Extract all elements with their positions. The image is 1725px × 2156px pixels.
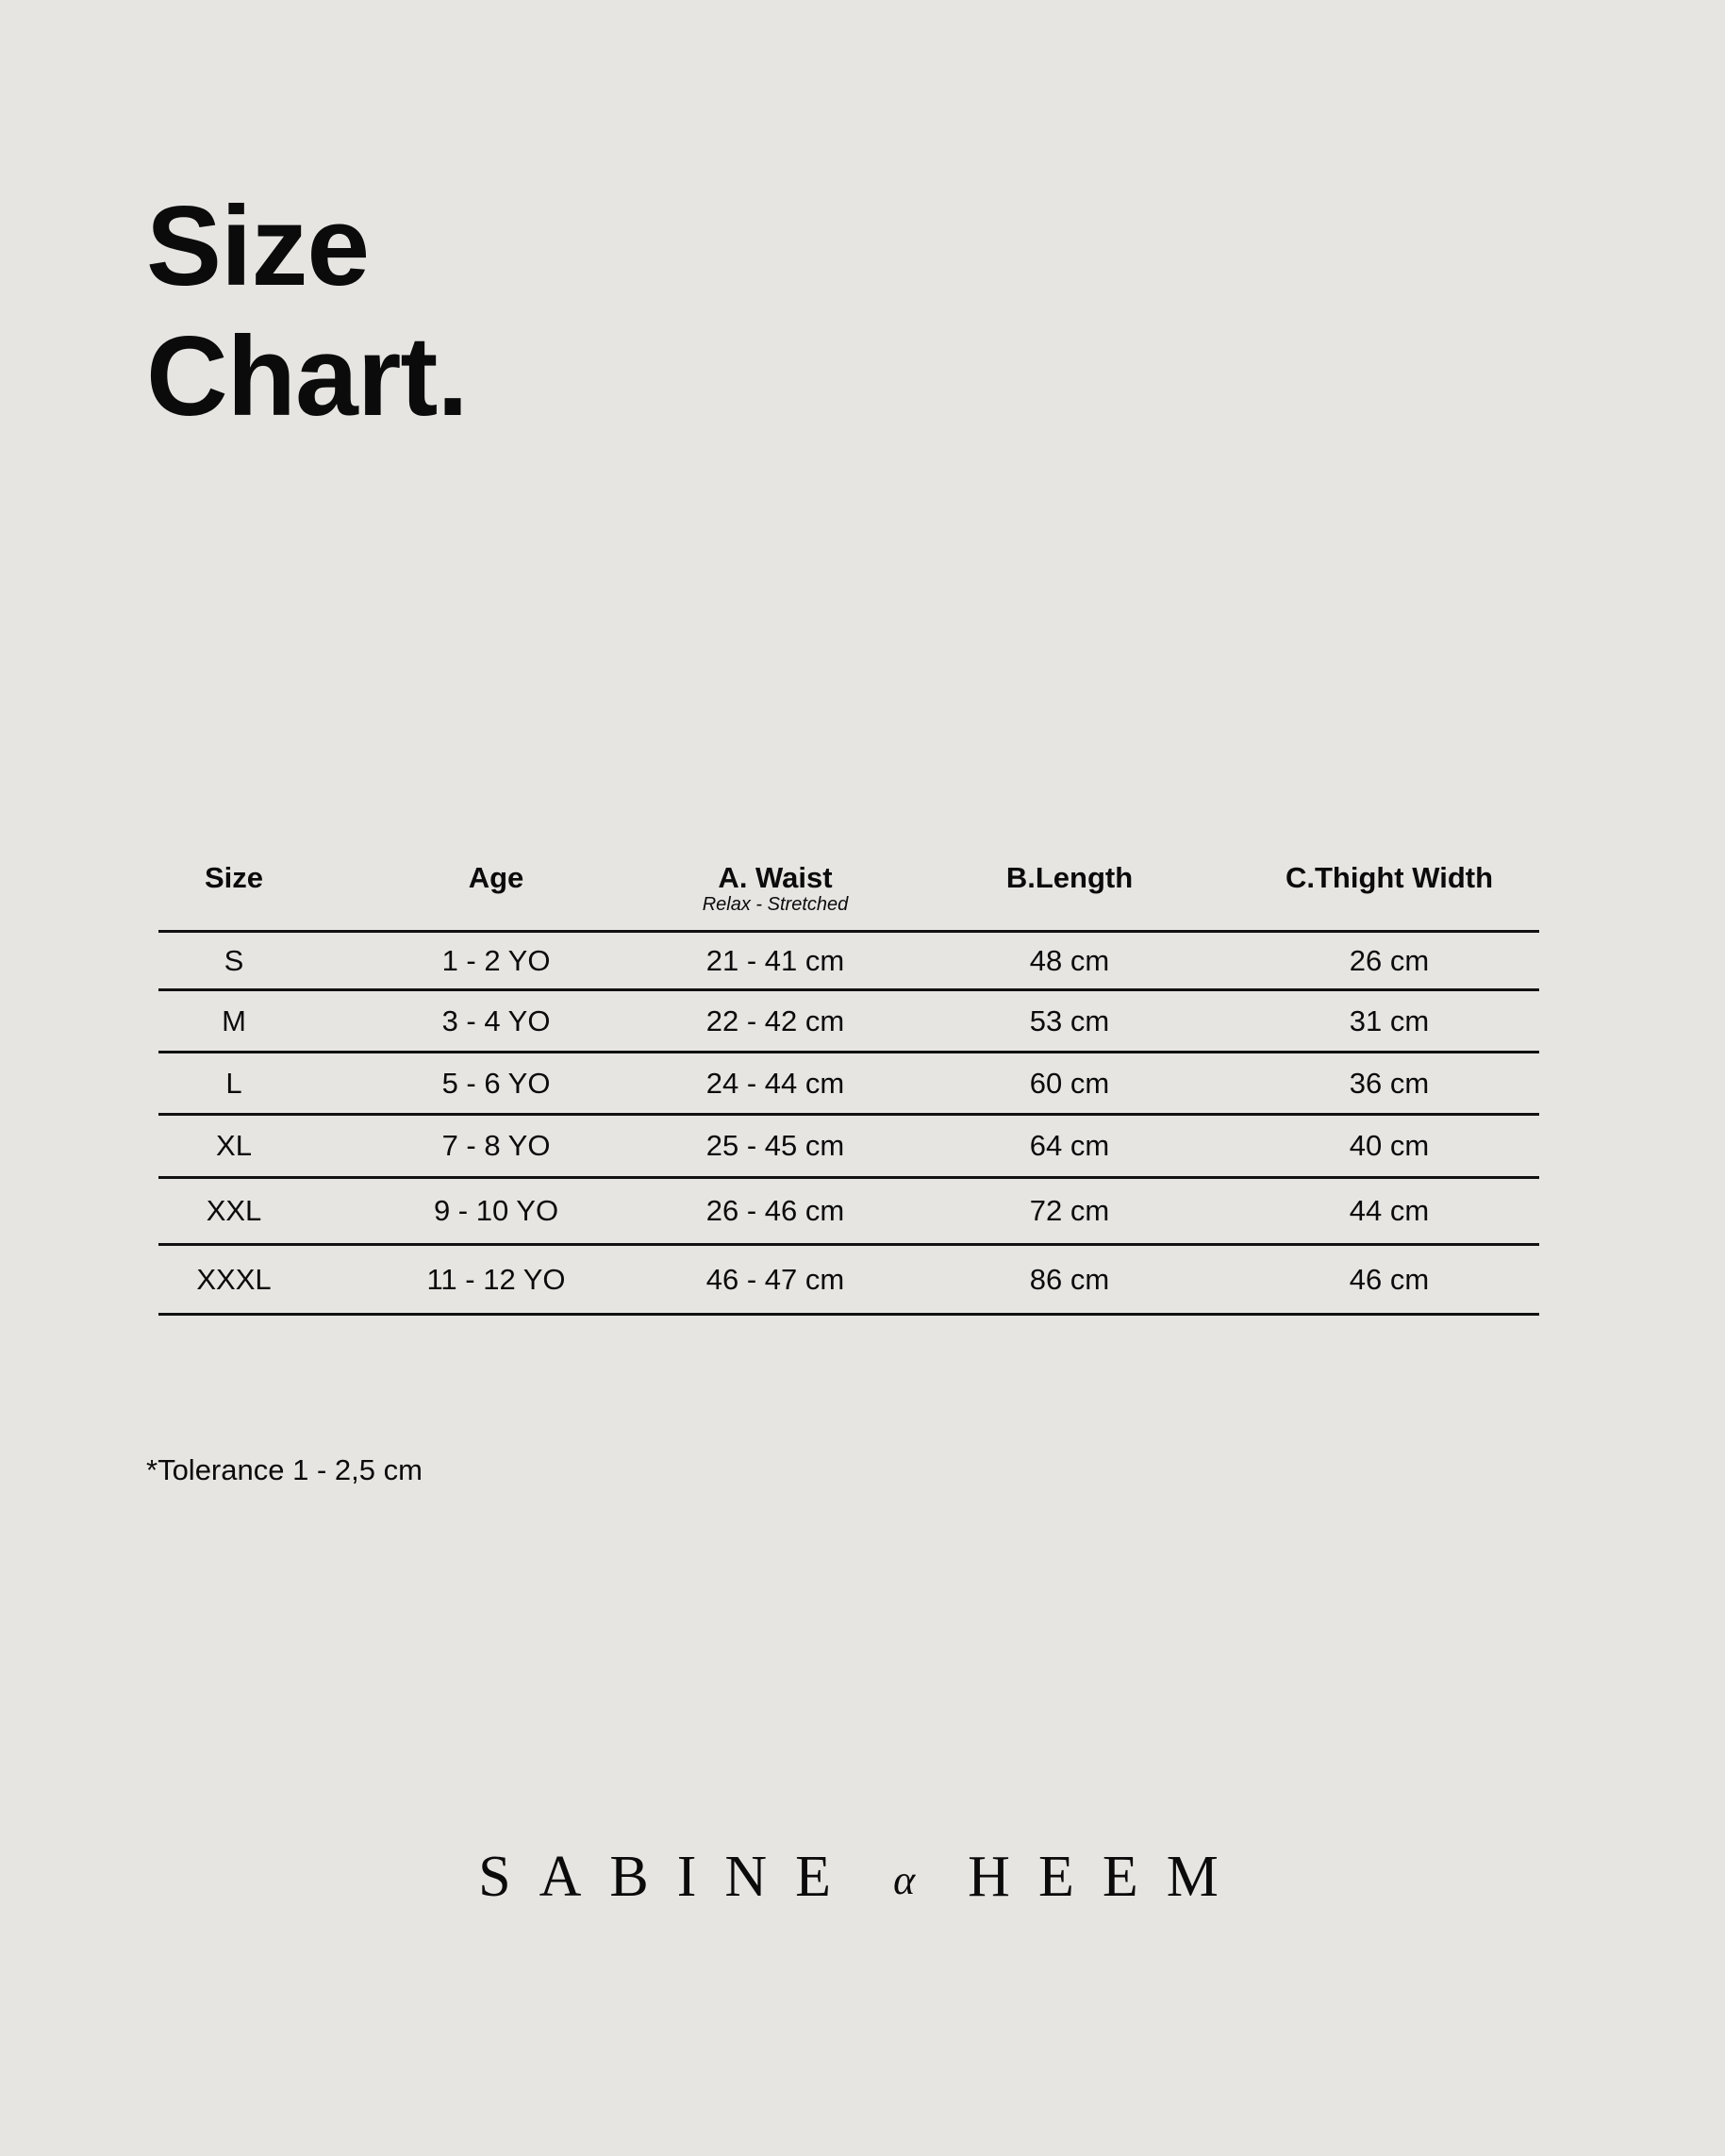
header-waist-label: A. Waist — [718, 861, 833, 894]
cell-age: 1 - 2 YO — [441, 943, 551, 977]
cell-size: XXXL — [196, 1262, 272, 1296]
cell-age: 5 - 6 YO — [441, 1066, 551, 1100]
header-length: B.Length — [1005, 861, 1134, 894]
cell-size: XXL — [206, 1194, 262, 1227]
header-thigh-width: C.Thight Width — [1285, 861, 1494, 894]
table-row — [158, 1179, 1539, 1246]
cell-thigh-width: 26 cm — [1349, 943, 1430, 977]
brand-mark-icon: α — [893, 1857, 916, 1903]
cell-age: 9 - 10 YO — [433, 1194, 559, 1227]
cell-length: 64 cm — [1029, 1129, 1110, 1162]
header-waist-subtitle: Relax - Stretched — [702, 894, 849, 915]
cell-size: L — [225, 1066, 242, 1100]
table-row — [158, 1246, 1539, 1316]
tolerance-note: *Tolerance 1 - 2,5 cm — [146, 1453, 423, 1486]
brand-name-left: SABINE — [478, 1845, 860, 1909]
table-row — [158, 1116, 1539, 1179]
cell-thigh-width: 31 cm — [1349, 1003, 1430, 1037]
cell-waist: 24 - 44 cm — [705, 1066, 845, 1100]
title-line-2: Chart. — [146, 313, 468, 439]
brand-name-right: HEEM — [968, 1845, 1247, 1909]
cell-size: S — [224, 943, 244, 977]
page-title — [146, 181, 468, 441]
brand-logo — [0, 1844, 1725, 1914]
cell-size: M — [222, 1003, 246, 1037]
cell-waist: 46 - 47 cm — [705, 1262, 845, 1296]
cell-thigh-width: 46 cm — [1349, 1262, 1430, 1296]
cell-waist: 26 - 46 cm — [705, 1194, 845, 1227]
cell-size: XL — [216, 1129, 252, 1162]
cell-length: 86 cm — [1029, 1262, 1110, 1296]
cell-age: 11 - 12 YO — [426, 1262, 566, 1296]
table-header — [158, 830, 1539, 933]
cell-thigh-width: 44 cm — [1349, 1194, 1430, 1227]
cell-length: 60 cm — [1029, 1066, 1110, 1100]
header-waist — [703, 862, 849, 915]
cell-waist: 22 - 42 cm — [705, 1003, 845, 1037]
size-table — [158, 830, 1539, 1316]
cell-waist: 25 - 45 cm — [705, 1129, 845, 1162]
header-age: Age — [468, 861, 524, 894]
cell-length: 72 cm — [1029, 1194, 1110, 1227]
table-row — [158, 1053, 1539, 1116]
cell-thigh-width: 36 cm — [1349, 1066, 1430, 1100]
cell-waist: 21 - 41 cm — [705, 943, 845, 977]
header-size: Size — [204, 861, 264, 894]
cell-length: 48 cm — [1029, 943, 1110, 977]
cell-age: 7 - 8 YO — [441, 1129, 551, 1162]
table-row — [158, 933, 1539, 991]
title-line-1: Size — [146, 183, 370, 309]
cell-length: 53 cm — [1029, 1003, 1110, 1037]
table-row — [158, 991, 1539, 1053]
cell-thigh-width: 40 cm — [1349, 1129, 1430, 1162]
cell-age: 3 - 4 YO — [441, 1003, 551, 1037]
